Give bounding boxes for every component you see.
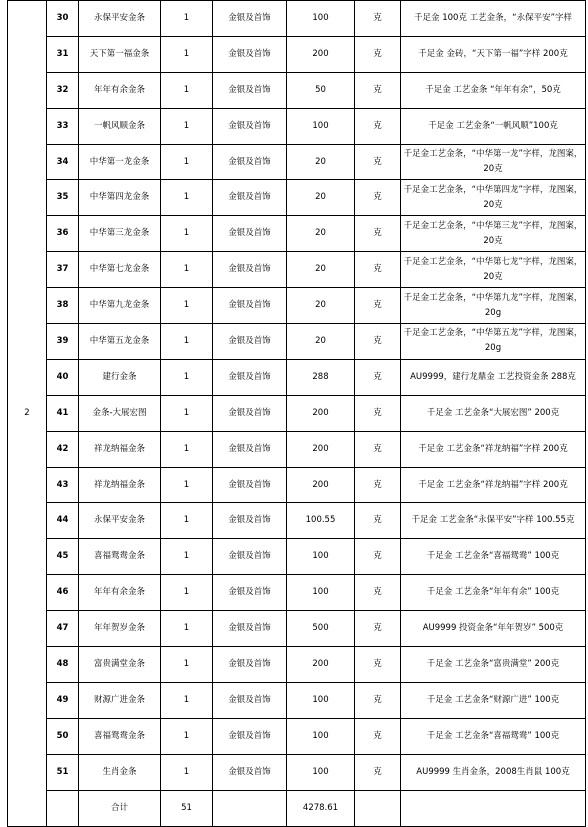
item-weight: 100 (287, 754, 355, 790)
item-name: 永保平安金条 (79, 503, 161, 539)
item-weight: 100 (287, 575, 355, 611)
item-weight: 20 (287, 324, 355, 360)
item-category: 金银及首饰 (213, 682, 287, 718)
item-number: 43 (47, 467, 79, 503)
table-row (8, 503, 586, 539)
item-category: 金银及首饰 (213, 539, 287, 575)
item-unit: 克 (355, 144, 401, 180)
item-quantity: 1 (161, 1, 213, 37)
item-description: 千足金 金砖，“天下第一福”字样 200克 (401, 36, 586, 72)
item-name: 中华第四龙金条 (79, 180, 161, 216)
item-unit: 克 (355, 575, 401, 611)
item-category: 金银及首饰 (213, 718, 287, 754)
item-description: 千足金工艺金条，“中华第五龙”字样，龙图案，20g (401, 324, 586, 360)
item-unit: 克 (355, 467, 401, 503)
total-row (8, 790, 586, 826)
item-category: 金银及首饰 (213, 395, 287, 431)
item-unit: 克 (355, 216, 401, 252)
total-spacer-unit (355, 790, 401, 826)
item-name: 中华第三龙金条 (79, 216, 161, 252)
table-row (8, 754, 586, 790)
item-category: 金银及首饰 (213, 575, 287, 611)
table-row (8, 395, 586, 431)
table-row (8, 575, 586, 611)
item-description: 千足金 工艺金条“喜福鸳鸯” 100克 (401, 539, 586, 575)
item-description: 千足金 工艺金条“一帆风顺”100克 (401, 108, 586, 144)
item-number: 48 (47, 647, 79, 683)
item-number: 45 (47, 539, 79, 575)
item-name: 生肖金条 (79, 754, 161, 790)
item-category: 金银及首饰 (213, 324, 287, 360)
item-unit: 克 (355, 180, 401, 216)
item-quantity: 1 (161, 72, 213, 108)
item-category: 金银及首饰 (213, 503, 287, 539)
item-quantity: 1 (161, 252, 213, 288)
item-description: 千足金 工艺金条“祥龙纳福”字样 200克 (401, 467, 586, 503)
item-unit: 克 (355, 611, 401, 647)
item-number: 33 (47, 108, 79, 144)
item-category: 金银及首饰 (213, 611, 287, 647)
inventory-table (7, 0, 586, 827)
item-category: 金银及首饰 (213, 252, 287, 288)
total-label: 合计 (79, 790, 161, 826)
item-description: 千足金工艺金条，“中华第三龙”字样，龙图案， 20克 (401, 216, 586, 252)
table-row (8, 682, 586, 718)
item-unit: 克 (355, 324, 401, 360)
item-weight: 200 (287, 467, 355, 503)
table-row (8, 252, 586, 288)
item-name: 年年贺岁金条 (79, 611, 161, 647)
item-name: 祥龙纳福金条 (79, 467, 161, 503)
item-weight: 50 (287, 72, 355, 108)
item-weight: 200 (287, 647, 355, 683)
item-category: 金银及首饰 (213, 359, 287, 395)
item-quantity: 1 (161, 539, 213, 575)
item-description: 千足金工艺金条，“中华第四龙”字样，龙图案， 20克 (401, 180, 586, 216)
item-name: 喜福鸳鸯金条 (79, 539, 161, 575)
item-category: 金银及首饰 (213, 1, 287, 37)
table-row (8, 144, 586, 180)
item-name: 一帆风顺金条 (79, 108, 161, 144)
item-number: 35 (47, 180, 79, 216)
item-name: 中华第五龙金条 (79, 324, 161, 360)
table-row (8, 216, 586, 252)
item-unit: 克 (355, 682, 401, 718)
item-number: 36 (47, 216, 79, 252)
item-unit: 克 (355, 72, 401, 108)
item-unit: 克 (355, 108, 401, 144)
item-category: 金银及首饰 (213, 647, 287, 683)
item-number: 34 (47, 144, 79, 180)
item-number: 31 (47, 36, 79, 72)
item-name: 财源广进金条 (79, 682, 161, 718)
item-quantity: 1 (161, 216, 213, 252)
item-name: 年年有余金条 (79, 575, 161, 611)
table-row (8, 108, 586, 144)
item-name: 建行金条 (79, 359, 161, 395)
item-category: 金银及首饰 (213, 180, 287, 216)
item-quantity: 1 (161, 36, 213, 72)
item-quantity: 1 (161, 108, 213, 144)
item-number: 41 (47, 395, 79, 431)
item-weight: 100 (287, 1, 355, 37)
item-quantity: 1 (161, 359, 213, 395)
item-name: 中华第九龙金条 (79, 288, 161, 324)
item-unit: 克 (355, 718, 401, 754)
item-quantity: 1 (161, 611, 213, 647)
item-unit: 克 (355, 1, 401, 37)
item-description: AU9999 投资金条“年年贺岁” 500克 (401, 611, 586, 647)
item-unit: 克 (355, 288, 401, 324)
item-description: 千足金 工艺金条“祥龙纳福”字样 200克 (401, 431, 586, 467)
total-qty: 51 (161, 790, 213, 826)
table-body (8, 1, 586, 827)
item-number: 47 (47, 611, 79, 647)
item-weight: 100.55 (287, 503, 355, 539)
item-unit: 克 (355, 395, 401, 431)
item-name: 年年有余金条 (79, 72, 161, 108)
table-row (8, 1, 586, 37)
item-weight: 200 (287, 431, 355, 467)
item-quantity: 1 (161, 503, 213, 539)
table-row (8, 36, 586, 72)
item-unit: 克 (355, 36, 401, 72)
item-quantity: 1 (161, 575, 213, 611)
item-weight: 20 (287, 144, 355, 180)
item-category: 金银及首饰 (213, 288, 287, 324)
item-quantity: 1 (161, 395, 213, 431)
item-category: 金银及首饰 (213, 72, 287, 108)
table-row (8, 539, 586, 575)
item-number: 50 (47, 718, 79, 754)
item-description: 千足金 100克 工艺金条，“永保平安”字样 (401, 1, 586, 37)
item-weight: 200 (287, 36, 355, 72)
item-number: 42 (47, 431, 79, 467)
item-description: AU9999，建行龙鼎金 工艺投资金条 288克 (401, 359, 586, 395)
item-quantity: 1 (161, 682, 213, 718)
item-quantity: 1 (161, 324, 213, 360)
item-description: 千足金 工艺金条“年年有余” 100克 (401, 575, 586, 611)
item-unit: 克 (355, 252, 401, 288)
item-number: 40 (47, 359, 79, 395)
item-description: 千足金工艺金条，“中华第一龙”字样，龙图案， 20克 (401, 144, 586, 180)
item-quantity: 1 (161, 754, 213, 790)
item-description: 千足金 工艺金条 “年年有余”，50克 (401, 72, 586, 108)
table-row (8, 611, 586, 647)
total-weight: 4278.61 (287, 790, 355, 826)
group-number-cell: 2 (8, 1, 47, 827)
total-spacer-no (47, 790, 79, 826)
item-unit: 克 (355, 431, 401, 467)
item-description: 千足金工艺金条，“中华第七龙”字样，龙图案， 20克 (401, 252, 586, 288)
item-category: 金银及首饰 (213, 144, 287, 180)
item-weight: 100 (287, 682, 355, 718)
item-name: 天下第一福金条 (79, 36, 161, 72)
item-category: 金银及首饰 (213, 108, 287, 144)
item-quantity: 1 (161, 144, 213, 180)
item-unit: 克 (355, 503, 401, 539)
item-number: 37 (47, 252, 79, 288)
item-weight: 288 (287, 359, 355, 395)
item-unit: 克 (355, 359, 401, 395)
total-spacer-category (213, 790, 287, 826)
item-weight: 20 (287, 288, 355, 324)
table-row (8, 431, 586, 467)
item-quantity: 1 (161, 647, 213, 683)
total-spacer-desc (401, 790, 586, 826)
item-number: 32 (47, 72, 79, 108)
item-quantity: 1 (161, 431, 213, 467)
item-name: 祥龙纳福金条 (79, 431, 161, 467)
table-row (8, 288, 586, 324)
item-name: 金条-大展宏图 (79, 395, 161, 431)
item-description: 千足金 工艺金条“富贵满堂” 200克 (401, 647, 586, 683)
item-category: 金银及首饰 (213, 754, 287, 790)
table-row (8, 72, 586, 108)
item-number: 30 (47, 1, 79, 37)
item-weight: 100 (287, 539, 355, 575)
item-description: AU9999 生肖金条，2008生肖鼠 100克 (401, 754, 586, 790)
item-unit: 克 (355, 647, 401, 683)
item-description: 千足金 工艺金条“喜福鸳鸯” 100克 (401, 718, 586, 754)
item-description: 千足金 工艺金条“财源广进” 100克 (401, 682, 586, 718)
item-description: 千足金 工艺金条“大展宏图” 200克 (401, 395, 586, 431)
item-category: 金银及首饰 (213, 431, 287, 467)
table-row (8, 180, 586, 216)
item-description: 千足金 工艺金条“永保平安”字样 100.55克 (401, 503, 586, 539)
item-name: 富贵满堂金条 (79, 647, 161, 683)
item-quantity: 1 (161, 288, 213, 324)
table-row (8, 324, 586, 360)
item-name: 永保平安金条 (79, 1, 161, 37)
item-name: 喜福鸳鸯金条 (79, 718, 161, 754)
item-weight: 20 (287, 216, 355, 252)
item-weight: 100 (287, 718, 355, 754)
table-row (8, 359, 586, 395)
item-number: 46 (47, 575, 79, 611)
table-row (8, 718, 586, 754)
item-category: 金银及首饰 (213, 216, 287, 252)
item-unit: 克 (355, 754, 401, 790)
item-weight: 500 (287, 611, 355, 647)
item-category: 金银及首饰 (213, 467, 287, 503)
item-number: 49 (47, 682, 79, 718)
table-row (8, 467, 586, 503)
item-weight: 20 (287, 252, 355, 288)
item-category: 金银及首饰 (213, 36, 287, 72)
item-name: 中华第一龙金条 (79, 144, 161, 180)
item-unit: 克 (355, 539, 401, 575)
item-weight: 20 (287, 180, 355, 216)
item-number: 44 (47, 503, 79, 539)
table-row (8, 647, 586, 683)
item-quantity: 1 (161, 467, 213, 503)
item-weight: 200 (287, 395, 355, 431)
item-quantity: 1 (161, 180, 213, 216)
item-quantity: 1 (161, 718, 213, 754)
item-number: 38 (47, 288, 79, 324)
item-weight: 100 (287, 108, 355, 144)
item-number: 51 (47, 754, 79, 790)
item-name: 中华第七龙金条 (79, 252, 161, 288)
item-description: 千足金工艺金条，“中华第九龙”字样，龙图案，20g (401, 288, 586, 324)
item-number: 39 (47, 324, 79, 360)
